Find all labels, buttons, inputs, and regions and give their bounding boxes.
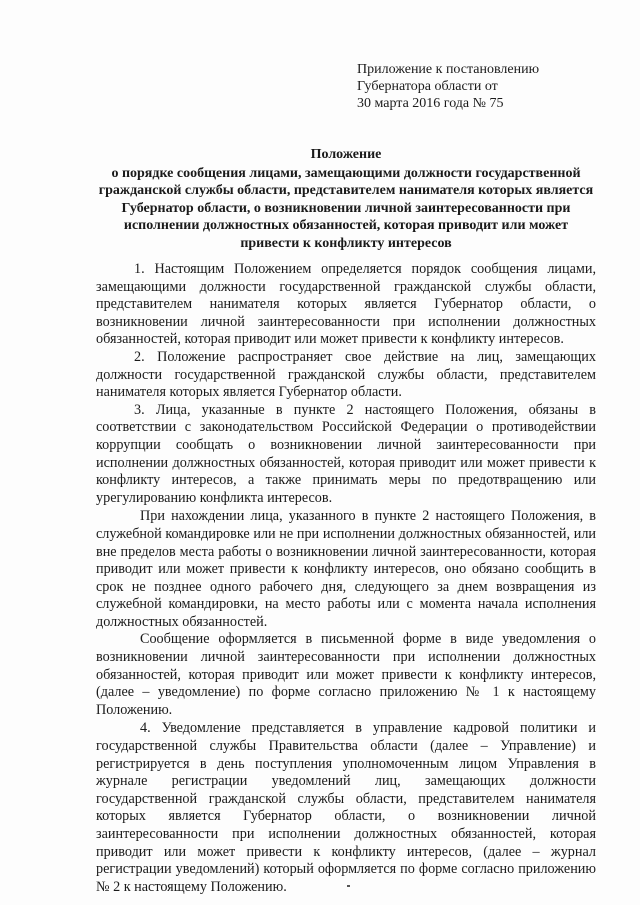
paragraph-3: 3. Лица, указанные в пункте 2 настоящего Положения, обязаны в соответствии с законодательством Российской Федерации о противодействии коррупции сообщать о возникновении личной заинтересованности при исполнении должностных обязанностей, которая приводит или может привести к конфликту интересов, а также принимать меры по предотвращению или урегулированию конфликта интересов. bbox=[96, 401, 596, 506]
paragraph-3-continued: При нахождении лица, указанного в пункте 2 настоящего Положения, в служебной командировке или не при исполнении должностных обязанностей, или вне пределов места работы о возникновении личной заинтересованности, которая приводит или может привести к конфликту интересов, оно обязано сообщить в срок не позднее одного рабочего дня, следующего за днем возвращения из служебной командировки, на место работы или с момента начала исполнения должностных обязанностей. bbox=[96, 508, 596, 630]
annex-reference bbox=[357, 61, 539, 112]
document-title-block bbox=[96, 146, 596, 252]
annex-line-2: Губернатора области от bbox=[357, 79, 498, 94]
paragraph-4: 4. Уведомление представляется в управление кадровой политики и государственной службы Правительства области (далее – Управление) и регистрируется в день поступления уполномоченным лицом Управления в журнале регистрации уведомлений лиц, замещающих должности государственной гражданской службы области, представителем нанимателя которых является Губернатор области, о возникновении личной заинтересованности при исполнении должностных обязанностей, которая приводит или может привести к конфликту интересов, (далее – журнал регистрации уведомлений) который оформляется по форме согласно приложению № 2 к настоящему Положению. bbox=[96, 720, 596, 895]
paragraph-3-notice: Сообщение оформляется в письменной форме в виде уведомления о возникновении личной заинтересованности при исполнении должностных обязанностей, которая приводит или может привести к конфликту интересов, (далее – уведомление) по форме согласно приложению № 1 к настоящему Положению. bbox=[96, 631, 596, 718]
paragraph-2: 2. Положение распространяет свое действие на лиц, замещающих должности государственной гражданской службы области, представителем нанимателя которых является Губернатор области. bbox=[96, 348, 596, 401]
paragraph-1: 1. Настоящим Положением определяется порядок сообщения лицами, замещающими должности государственной гражданской службы области, представителем нанимателя которых является Губернатор области, о возникновении личной заинтересованности при исполнении должностных обязанностей, которая приводит или может привести к конфликту интересов. bbox=[96, 261, 596, 348]
document-subtitle: о порядке сообщения лицами, замещающими должности государственной гражданской службы области, представителем нанимателя которых является Губернатор области, о возникновении личной заинтересованности при исполнении должностных обязанностей, которая приводит или может привести к конфликту интересов bbox=[98, 165, 594, 251]
document-body bbox=[96, 261, 596, 896]
annex-line-3: 30 марта 2016 года № 75 bbox=[357, 96, 504, 111]
annex-line-1: Приложение к постановлению bbox=[357, 62, 540, 77]
page-mark bbox=[347, 885, 350, 887]
document-heading: Положение bbox=[310, 147, 382, 162]
